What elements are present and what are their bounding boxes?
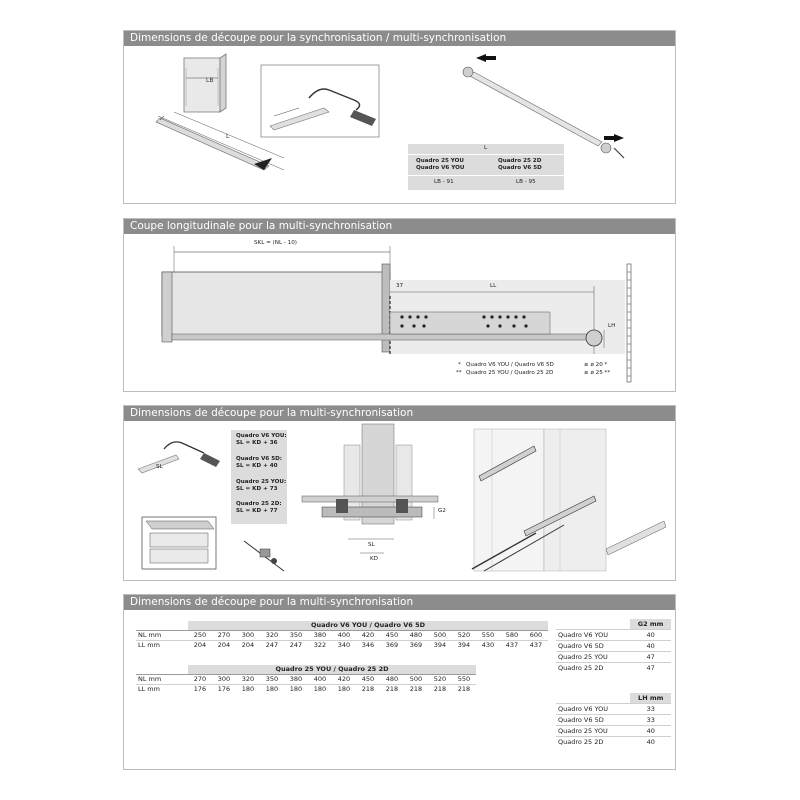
ll-cell: 204 xyxy=(212,641,236,651)
note-value-1: ≥ ø 20 * xyxy=(584,362,608,368)
center-section-drawing xyxy=(302,424,438,553)
nl-cell: 320 xyxy=(236,675,260,685)
nl-cell: 300 xyxy=(212,675,236,685)
g2-row-name: Quadro 25 2D xyxy=(556,663,630,674)
nl-cell: 300 xyxy=(236,631,260,641)
nl-cell: 450 xyxy=(356,675,380,685)
sync-rod-section xyxy=(586,330,602,346)
rod-with-arrows xyxy=(463,54,624,158)
ll-cell: 180 xyxy=(308,685,332,695)
nl-cell: 380 xyxy=(284,675,308,685)
panel-cutout-sync xyxy=(123,30,676,204)
g2-table-header: G2 mm xyxy=(630,619,671,630)
ll-label: LL xyxy=(490,283,497,289)
cabinet-box-drawing xyxy=(142,517,216,569)
ll-cell: 218 xyxy=(428,685,452,695)
formula-name-1: Quadro V6 YOU: xyxy=(236,433,287,439)
l-table-header: L xyxy=(484,145,488,151)
formula-name-4: Quadro 25 2D: xyxy=(236,501,282,507)
panel-title: Dimensions de découpe pour la multi-synchronisation xyxy=(124,406,675,421)
g2-row-name: Quadro V6 5D xyxy=(556,641,630,652)
note-marker-1: * xyxy=(458,362,461,368)
nl-cell: 550 xyxy=(476,631,500,641)
ll-cell: 340 xyxy=(332,641,356,651)
ll-cell: 204 xyxy=(236,641,260,651)
ll-cell: 322 xyxy=(308,641,332,651)
formula-4: SL = KD + 77 xyxy=(236,508,278,514)
ll-cell: 394 xyxy=(452,641,476,651)
g2-row-value: 47 xyxy=(630,663,671,674)
panel-title: Dimensions de découpe pour la multi-synchronisation xyxy=(124,595,675,610)
ll-cell: 218 xyxy=(452,685,476,695)
g2-row-name: Quadro V6 YOU xyxy=(556,630,630,641)
runner xyxy=(172,334,592,340)
kd-label: KD xyxy=(370,556,378,562)
lh-row-name: Quadro V6 YOU xyxy=(556,704,630,715)
ll-cell: 218 xyxy=(380,685,404,695)
l-table-col2-line1: Quadro 25 2D xyxy=(498,158,542,164)
l-table-col1-line2: Quadro V6 YOU xyxy=(416,165,465,171)
label-lb: LB xyxy=(206,77,214,84)
formula-2: SL = KD + 40 xyxy=(236,463,278,469)
ll-cell: 437 xyxy=(500,641,524,651)
g2-row-value: 40 xyxy=(630,630,671,641)
lh-row-name: Quadro 25 YOU xyxy=(556,726,630,737)
lh-label: LH xyxy=(608,323,616,329)
note-text-1: Quadro V6 YOU / Quadro V6 5D xyxy=(466,362,554,368)
ll-cell: 369 xyxy=(380,641,404,651)
lh-table xyxy=(556,693,671,747)
nl-cell: 580 xyxy=(500,631,524,641)
lh-row-name: Quadro 25 2D xyxy=(556,737,630,748)
nl-cell: 400 xyxy=(308,675,332,685)
drawer-box xyxy=(162,272,390,336)
lh-row-value: 33 xyxy=(630,704,671,715)
ll-cell: 180 xyxy=(332,685,356,695)
nl-cell: 380 xyxy=(308,631,332,641)
nl-label: NL mm xyxy=(136,631,188,641)
table-v6-header: Quadro V6 YOU / Quadro V6 5D xyxy=(188,621,548,631)
panel-dimension-tables xyxy=(123,594,676,770)
divider xyxy=(408,175,564,176)
nl-cell: 400 xyxy=(332,631,356,641)
nl-cell: 500 xyxy=(428,631,452,641)
l-table-col1-line1: Quadro 25 YOU xyxy=(416,158,464,164)
ll-cell: 369 xyxy=(404,641,428,651)
panel-multi-sync-cutout xyxy=(123,405,676,581)
note-value-2: ≥ ø 25 ** xyxy=(584,370,611,376)
lh-row-value: 33 xyxy=(630,715,671,726)
ll-cell: 346 xyxy=(356,641,380,651)
nl-cell: 350 xyxy=(284,631,308,641)
nl-cell: 480 xyxy=(380,675,404,685)
panel-title: Coupe longitudinale pour la multi-synchronisation xyxy=(124,219,675,234)
g2-row-value: 47 xyxy=(630,652,671,663)
nl-cell: 420 xyxy=(356,631,380,641)
ll-cell: 204 xyxy=(188,641,212,651)
ll-cell: 430 xyxy=(476,641,500,651)
nl-cell: 270 xyxy=(212,631,236,641)
formula-name-2: Quadro V6 5D: xyxy=(236,456,283,462)
detail-box xyxy=(261,65,379,137)
table-25-header: Quadro 25 YOU / Quadro 25 2D xyxy=(188,665,476,675)
ll-label: LL mm xyxy=(136,641,188,651)
label-l: L xyxy=(226,133,230,140)
ll-cell: 176 xyxy=(188,685,212,695)
divider xyxy=(408,154,564,155)
g2-row-value: 40 xyxy=(630,641,671,652)
dim-37-label: 37 xyxy=(396,283,404,289)
ll-label: LL mm xyxy=(136,685,188,695)
perspective-cabinet-drawing xyxy=(472,429,666,571)
table-quadro-25 xyxy=(136,665,476,694)
lh-row-name: Quadro V6 5D xyxy=(556,715,630,726)
multi-sync-drawing xyxy=(124,421,677,582)
ll-cell: 247 xyxy=(284,641,308,651)
note-text-2: Quadro 25 YOU / Quadro 25 2D xyxy=(466,370,554,376)
sync-rod-illustration xyxy=(124,46,677,205)
ll-cell: 218 xyxy=(356,685,380,695)
nl-cell: 500 xyxy=(404,675,428,685)
ll-cell: 176 xyxy=(212,685,236,695)
sl-small-label: SL xyxy=(156,464,163,470)
nl-cell: 520 xyxy=(428,675,452,685)
nl-cell: 270 xyxy=(188,675,212,685)
cabinet-side-drawing xyxy=(184,54,226,112)
ll-cell: 247 xyxy=(260,641,284,651)
nl-cell: 550 xyxy=(452,675,476,685)
nl-cell: 450 xyxy=(380,631,404,641)
lh-row-value: 40 xyxy=(630,737,671,748)
ll-cell: 180 xyxy=(284,685,308,695)
rod-tool-drawing xyxy=(138,442,220,473)
panel-title: Dimensions de découpe pour la synchronisation / multi-synchronisation xyxy=(124,31,675,46)
skl-label: SKL = (NL - 10) xyxy=(254,240,297,246)
g2-label: G2 xyxy=(438,508,446,514)
l-table-val1: LB - 91 xyxy=(434,179,454,185)
nl-cell: 520 xyxy=(452,631,476,641)
connector-drawing xyxy=(244,541,284,571)
sl-label: SL xyxy=(368,542,375,548)
lh-row-value: 40 xyxy=(630,726,671,737)
g2-row-name: Quadro 25 YOU xyxy=(556,652,630,663)
l-table-col2-line2: Quadro V6 5D xyxy=(498,165,542,171)
table-quadro-v6 xyxy=(136,621,548,650)
nl-cell: 480 xyxy=(404,631,428,641)
panel-longitudinal-section xyxy=(123,218,676,392)
ll-cell: 180 xyxy=(236,685,260,695)
ll-cell: 180 xyxy=(260,685,284,695)
lh-table-header: LH mm xyxy=(630,693,671,704)
g2-table xyxy=(556,619,671,673)
nl-cell: 350 xyxy=(260,675,284,685)
nl-cell: 320 xyxy=(260,631,284,641)
formula-name-3: Quadro 25 YOU: xyxy=(236,479,287,485)
formula-3: SL = KD + 73 xyxy=(236,486,278,492)
nl-label: NL mm xyxy=(136,675,188,685)
note-marker-2: ** xyxy=(456,370,462,376)
ll-cell: 394 xyxy=(428,641,452,651)
nl-cell: 250 xyxy=(188,631,212,641)
nl-cell: 420 xyxy=(332,675,356,685)
cabinet-wall xyxy=(627,264,631,382)
formula-1: SL = KD + 36 xyxy=(236,440,278,446)
ll-cell: 437 xyxy=(524,641,548,651)
l-table-val2: LB - 95 xyxy=(516,179,536,185)
nl-cell: 600 xyxy=(524,631,548,641)
ll-cell: 218 xyxy=(404,685,428,695)
